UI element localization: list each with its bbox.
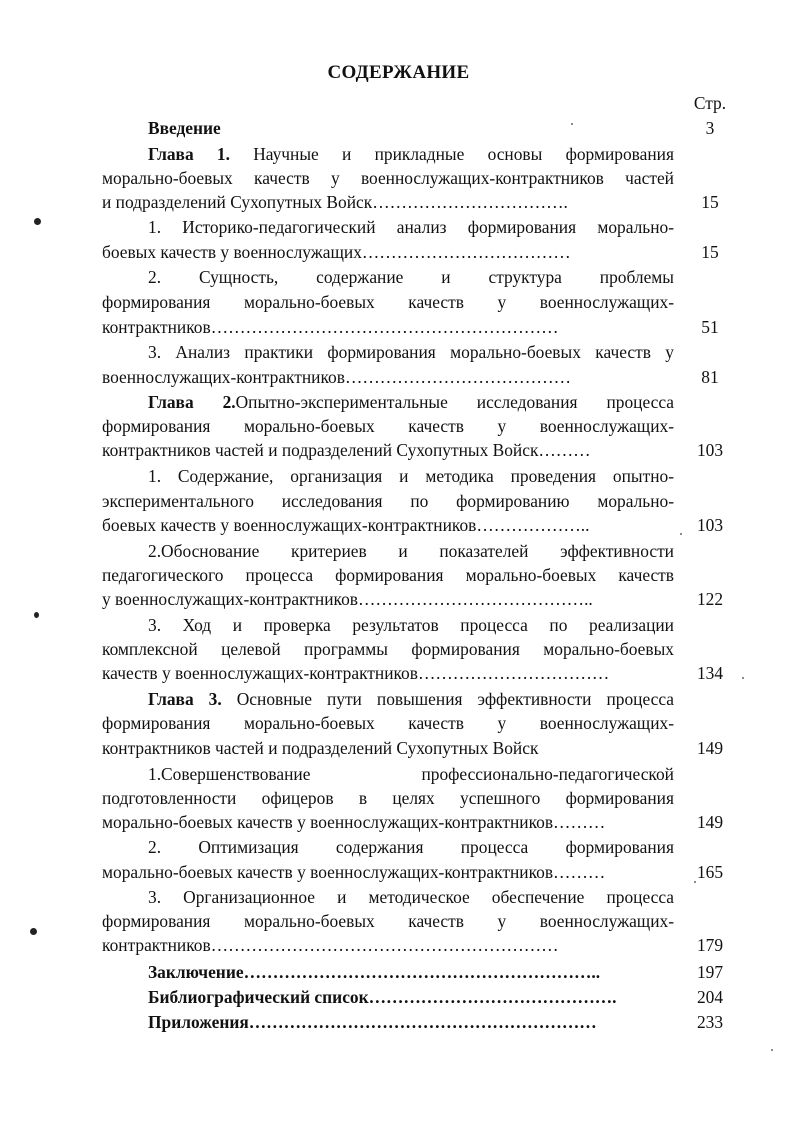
toc-text: подготовленности офицеров в целях успешного формирования bbox=[102, 788, 674, 808]
toc-text: 3. Ход и проверка результатов процесса по реализации bbox=[148, 615, 674, 635]
toc-text: морально-боевых качеств у военнослужащих-контрактников частей bbox=[102, 168, 674, 188]
toc-text: формирования морально-боевых качеств у военнослужащих- bbox=[102, 911, 674, 931]
toc-line bbox=[102, 934, 674, 956]
page-number: 233 bbox=[696, 1012, 724, 1032]
page-number: 103 bbox=[696, 440, 724, 460]
toc-line bbox=[102, 415, 674, 437]
toc-text: контрактников частей и подразделений Сухопутных Войск bbox=[102, 738, 539, 758]
toc-line bbox=[148, 540, 674, 562]
toc-text: Научные и прикладные основы формирования bbox=[229, 144, 674, 164]
toc-line bbox=[148, 886, 674, 908]
toc-heading: Приложения…………………………………………………… bbox=[148, 1012, 597, 1032]
page-number: 179 bbox=[696, 935, 724, 955]
scan-speck bbox=[680, 533, 682, 535]
toc-line bbox=[102, 662, 674, 684]
toc-line bbox=[102, 861, 674, 883]
page-number: 3 bbox=[705, 118, 715, 138]
toc-text: Опытно-экспериментальные исследования процесса bbox=[235, 392, 674, 412]
toc-line bbox=[102, 564, 674, 586]
toc-line bbox=[102, 439, 674, 461]
toc-line bbox=[148, 216, 674, 238]
toc-line bbox=[148, 117, 674, 139]
toc-text: и подразделений Сухопутных Войск……………………………. bbox=[102, 192, 568, 212]
toc-text: формирования морально-боевых качеств у военнослужащих- bbox=[102, 292, 674, 312]
toc-heading: Заключение…………………………………………………….. bbox=[148, 962, 601, 982]
scan-mark bbox=[30, 928, 37, 935]
toc-line bbox=[102, 241, 674, 263]
page-number: 165 bbox=[696, 862, 724, 882]
page-number: 81 bbox=[701, 367, 719, 387]
toc-heading: Глава 3. bbox=[148, 689, 222, 709]
page-number: 103 bbox=[696, 515, 724, 535]
toc-text: 1. Историко-педагогический анализ формирования морально- bbox=[148, 217, 674, 237]
toc-text: боевых качеств у военнослужащих……………………………… bbox=[102, 242, 571, 262]
toc-line bbox=[148, 836, 674, 858]
toc-text: 3. Организационное и методическое обеспечение процесса bbox=[148, 887, 674, 907]
page-number: 134 bbox=[696, 663, 724, 683]
page-number: 197 bbox=[696, 962, 724, 982]
page-number: 122 bbox=[696, 589, 724, 609]
page-number: 51 bbox=[701, 317, 719, 337]
toc-line bbox=[102, 514, 674, 536]
toc-text: педагогического процесса формирования морально-боевых качеств bbox=[102, 565, 674, 585]
toc-text: 2. Сущность, содержание и структура проблемы bbox=[148, 267, 674, 287]
page-number: 149 bbox=[696, 812, 724, 832]
toc-line bbox=[102, 787, 674, 809]
toc-text: формирования морально-боевых качеств у военнослужащих- bbox=[102, 416, 674, 436]
toc-line bbox=[102, 366, 674, 388]
toc-line bbox=[102, 737, 674, 759]
page-number: 15 bbox=[701, 192, 719, 212]
toc-text: 2.Обоснование критериев и показателей эффективности bbox=[148, 541, 674, 561]
toc-line bbox=[102, 191, 674, 213]
toc-line bbox=[148, 1011, 674, 1033]
toc-text: контрактников…………………………………………………… bbox=[102, 317, 559, 337]
scan-speck bbox=[742, 677, 744, 679]
toc-line bbox=[148, 688, 674, 710]
scan-speck bbox=[571, 123, 573, 125]
toc-line bbox=[148, 341, 674, 363]
toc-text: 1. Содержание, организация и методика проведения опытно- bbox=[148, 466, 674, 486]
toc-line bbox=[102, 638, 674, 660]
toc-text: у военнослужащих-контрактников………………………………….. bbox=[102, 589, 593, 609]
toc-line bbox=[148, 986, 674, 1008]
page-title: СОДЕРЖАНИЕ bbox=[327, 62, 470, 83]
toc-text: 2. Оптимизация содержания процесса формирования bbox=[148, 837, 674, 857]
scan-speck bbox=[771, 1049, 773, 1051]
scan-mark bbox=[34, 218, 41, 225]
toc-line bbox=[148, 266, 674, 288]
toc-text: 1.Совершенствование профессионально-педагогической bbox=[148, 764, 674, 784]
scan-mark bbox=[34, 612, 39, 618]
toc-text: морально-боевых качеств у военнослужащих-контрактников……… bbox=[102, 862, 606, 882]
toc-text: контрактников…………………………………………………… bbox=[102, 935, 559, 955]
toc-line bbox=[148, 143, 674, 165]
toc-line bbox=[102, 490, 674, 512]
toc-line bbox=[102, 167, 674, 189]
toc-heading: Глава 1. bbox=[148, 144, 230, 164]
toc-heading: Глава 2. bbox=[148, 392, 236, 412]
toc-line bbox=[148, 465, 674, 487]
toc-line bbox=[102, 811, 674, 833]
toc-text: Основные пути повышения эффективности процесса bbox=[221, 689, 674, 709]
toc-line bbox=[148, 614, 674, 636]
page-number: 204 bbox=[696, 987, 724, 1007]
toc-text: контрактников частей и подразделений Сухопутных Войск……… bbox=[102, 440, 591, 460]
toc-text: качеств у военнослужащих-контрактников…………………………… bbox=[102, 663, 610, 683]
toc-text: боевых качеств у военнослужащих-контрактников……………….. bbox=[102, 515, 590, 535]
toc-line bbox=[148, 391, 674, 413]
toc-heading: Библиографический список……………………………………. bbox=[148, 987, 617, 1007]
toc-line bbox=[102, 712, 674, 734]
toc-line bbox=[102, 910, 674, 932]
toc-text: военнослужащих-контрактников………………………………… bbox=[102, 367, 572, 387]
toc-line bbox=[102, 316, 674, 338]
page-column-header: Стр. bbox=[693, 93, 727, 113]
page-number: 149 bbox=[696, 738, 724, 758]
toc-line bbox=[148, 961, 674, 983]
toc-text: формирования морально-боевых качеств у военнослужащих- bbox=[102, 713, 674, 733]
toc-heading: Введение bbox=[148, 118, 221, 138]
toc-text: экспериментального исследования по формированию морально- bbox=[102, 491, 674, 511]
toc-line bbox=[148, 763, 674, 785]
page-number: 15 bbox=[701, 242, 719, 262]
toc-text: комплексной целевой программы формирования морально-боевых bbox=[102, 639, 674, 659]
toc-line bbox=[102, 588, 674, 610]
scan-speck bbox=[694, 881, 696, 883]
toc-text: 3. Анализ практики формирования морально-боевых качеств у bbox=[148, 342, 674, 362]
toc-text: морально-боевых качеств у военнослужащих-контрактников……… bbox=[102, 812, 606, 832]
toc-line bbox=[102, 291, 674, 313]
